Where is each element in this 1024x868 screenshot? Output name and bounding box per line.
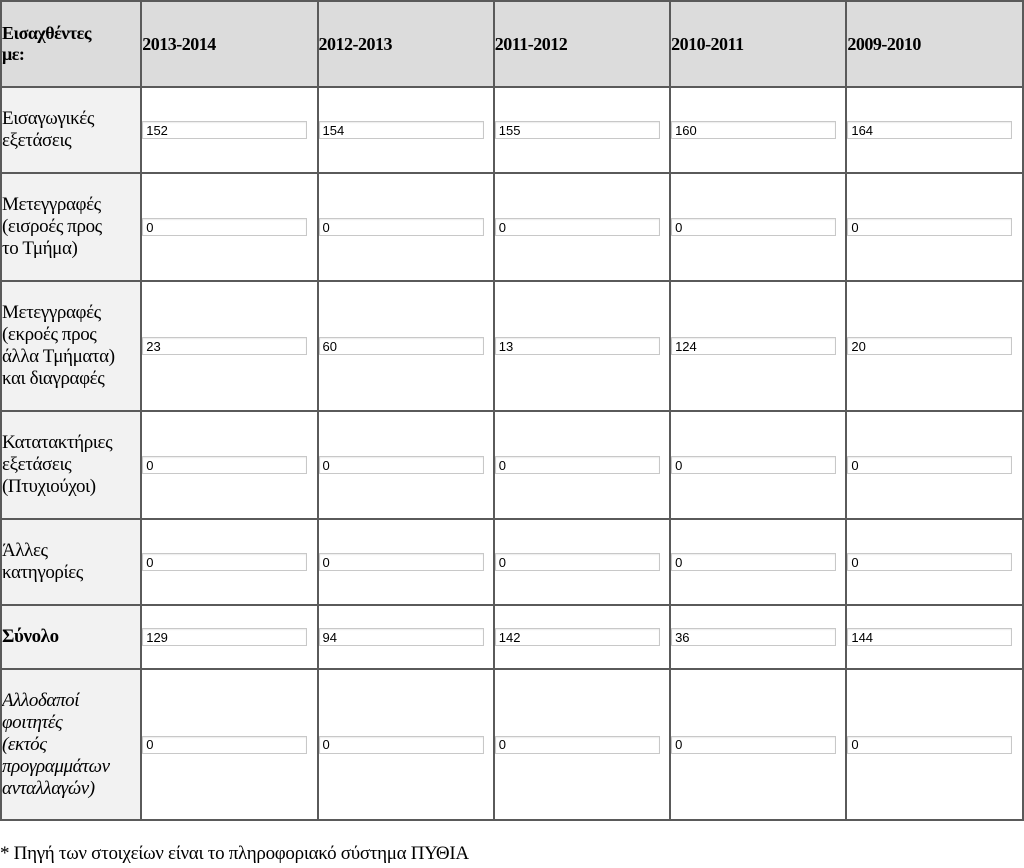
row-label-transfers-in: Μετεγγραφές (εισροές προς το Τμήμα) (2, 174, 142, 282)
year-header: 2012-2013 (319, 2, 495, 88)
row-label-transfers-out: Μετεγγραφές (εκροές προς άλλα Τμήματα) και διαγραφές (2, 282, 142, 412)
table-row (2, 670, 1024, 821)
value-input[interactable] (142, 736, 307, 754)
value-input[interactable] (495, 736, 660, 754)
corner-header (2, 2, 142, 88)
value-input[interactable] (319, 736, 484, 754)
table-row (2, 520, 1024, 606)
corner-label-line2: με: (2, 44, 25, 64)
table-row (2, 282, 1024, 412)
value-input[interactable] (142, 553, 307, 571)
value-input[interactable] (319, 553, 484, 571)
year-header: 2011-2012 (495, 2, 671, 88)
value-input[interactable] (847, 337, 1012, 355)
value-input[interactable] (495, 121, 660, 139)
value-input[interactable] (671, 628, 836, 646)
value-input[interactable] (495, 628, 660, 646)
year-header: 2013-2014 (142, 2, 318, 88)
value-input[interactable] (495, 456, 660, 474)
value-input[interactable] (142, 628, 307, 646)
value-input[interactable] (142, 456, 307, 474)
value-input[interactable] (671, 456, 836, 474)
table-row (2, 174, 1024, 282)
table-row (2, 412, 1024, 520)
value-input[interactable] (142, 218, 307, 236)
value-input[interactable] (319, 337, 484, 355)
row-label-placement-exams: Κατατακτήριες εξετάσεις (Πτυχιούχοι) (2, 412, 142, 520)
value-input[interactable] (671, 121, 836, 139)
year-header: 2009-2010 (847, 2, 1023, 88)
year-header: 2010-2011 (671, 2, 847, 88)
value-input[interactable] (847, 736, 1012, 754)
row-label-foreign-students: Αλλοδαποί φοιτητές (εκτός προγραμμάτων ανταλλαγών) (2, 670, 142, 821)
value-input[interactable] (671, 553, 836, 571)
value-input[interactable] (671, 736, 836, 754)
value-input[interactable] (495, 337, 660, 355)
row-label-entrance-exams: Εισαγωγικές εξετάσεις (2, 88, 142, 174)
value-input[interactable] (847, 121, 1012, 139)
value-input[interactable] (847, 553, 1012, 571)
value-input[interactable] (671, 337, 836, 355)
value-input[interactable] (319, 628, 484, 646)
value-input[interactable] (142, 337, 307, 355)
value-input[interactable] (319, 456, 484, 474)
value-input[interactable] (671, 218, 836, 236)
value-input[interactable] (495, 553, 660, 571)
row-label-other-categories: Άλλες κατηγορίες (2, 520, 142, 606)
value-input[interactable] (319, 121, 484, 139)
value-input[interactable] (495, 218, 660, 236)
value-input[interactable] (142, 121, 307, 139)
row-label-total: Σύνολο (2, 606, 142, 670)
corner-label-line1: Εισαχθέντες (2, 23, 91, 43)
value-input[interactable] (319, 218, 484, 236)
table-row (2, 88, 1024, 174)
table-header-row (2, 2, 1024, 88)
source-footnote: * Πηγή των στοιχείων είναι το πληροφοριακό σύστημα ΠΥΘΙΑ (0, 843, 469, 864)
value-input[interactable] (847, 628, 1012, 646)
value-input[interactable] (847, 218, 1012, 236)
value-input[interactable] (847, 456, 1012, 474)
table-row (2, 606, 1024, 670)
